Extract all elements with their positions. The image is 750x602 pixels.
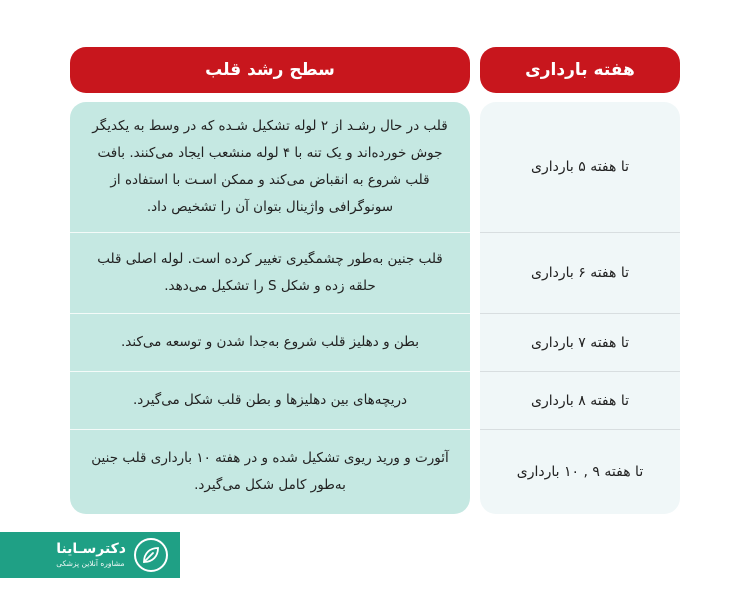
growth-column: [70, 102, 470, 514]
brand-logo[interactable]: [0, 532, 180, 578]
header-heart-growth: سطح رشد قلب: [70, 47, 470, 93]
header-pregnancy-week: هفته بارداری: [480, 47, 680, 93]
growth-description: آئورت و ورید ریوی تشکیل شده و در هفته ۱۰ بارداری قلب جنین به‌طور کامل شکل می‌گیرد.: [91, 450, 449, 493]
week-cell: تا هفته ۵ بارداری: [531, 159, 630, 175]
growth-description: قلب در حال رشـد از ۲ لوله تشکیل شـده که در وسط به یکدیگر جوش خورده‌اند و یک تنه با ۴ لوله منشعب ایجاد می‌کنند. بافت قلب شروع به انقباض می‌کند و ممکن اسـت با استفاده از سونوگرافی واژینال بتوان آن را تشخیص داد.: [92, 118, 448, 215]
week-cell: تا هفته ۷ بارداری: [531, 334, 630, 351]
leaf-icon: [134, 538, 168, 572]
growth-description: قلب جنین به‌طور چشمگیری تغییر کرده است. لوله اصلی قلب حلقه زده و شکل S را تشکیل می‌دهد.: [97, 251, 443, 294]
week-cell: تا هفته ۹ , ۱۰ بارداری: [516, 464, 644, 480]
week-cell: تا هفته ۶ بارداری: [531, 265, 630, 281]
week-column: [480, 102, 680, 514]
growth-description: بطن و دهلیز قلب شروع به‌جدا شدن و توسعه می‌کند.: [120, 334, 420, 350]
brand-name: دکترسـاینا: [56, 541, 126, 557]
brand-subtitle: مشاوره آنلاین پزشکی: [56, 559, 125, 568]
week-cell: تا هفته ۸ بارداری: [531, 392, 630, 409]
growth-description: دریچه‌های بین دهلیزها و بطن قلب شکل می‌گیرد.: [132, 392, 408, 408]
